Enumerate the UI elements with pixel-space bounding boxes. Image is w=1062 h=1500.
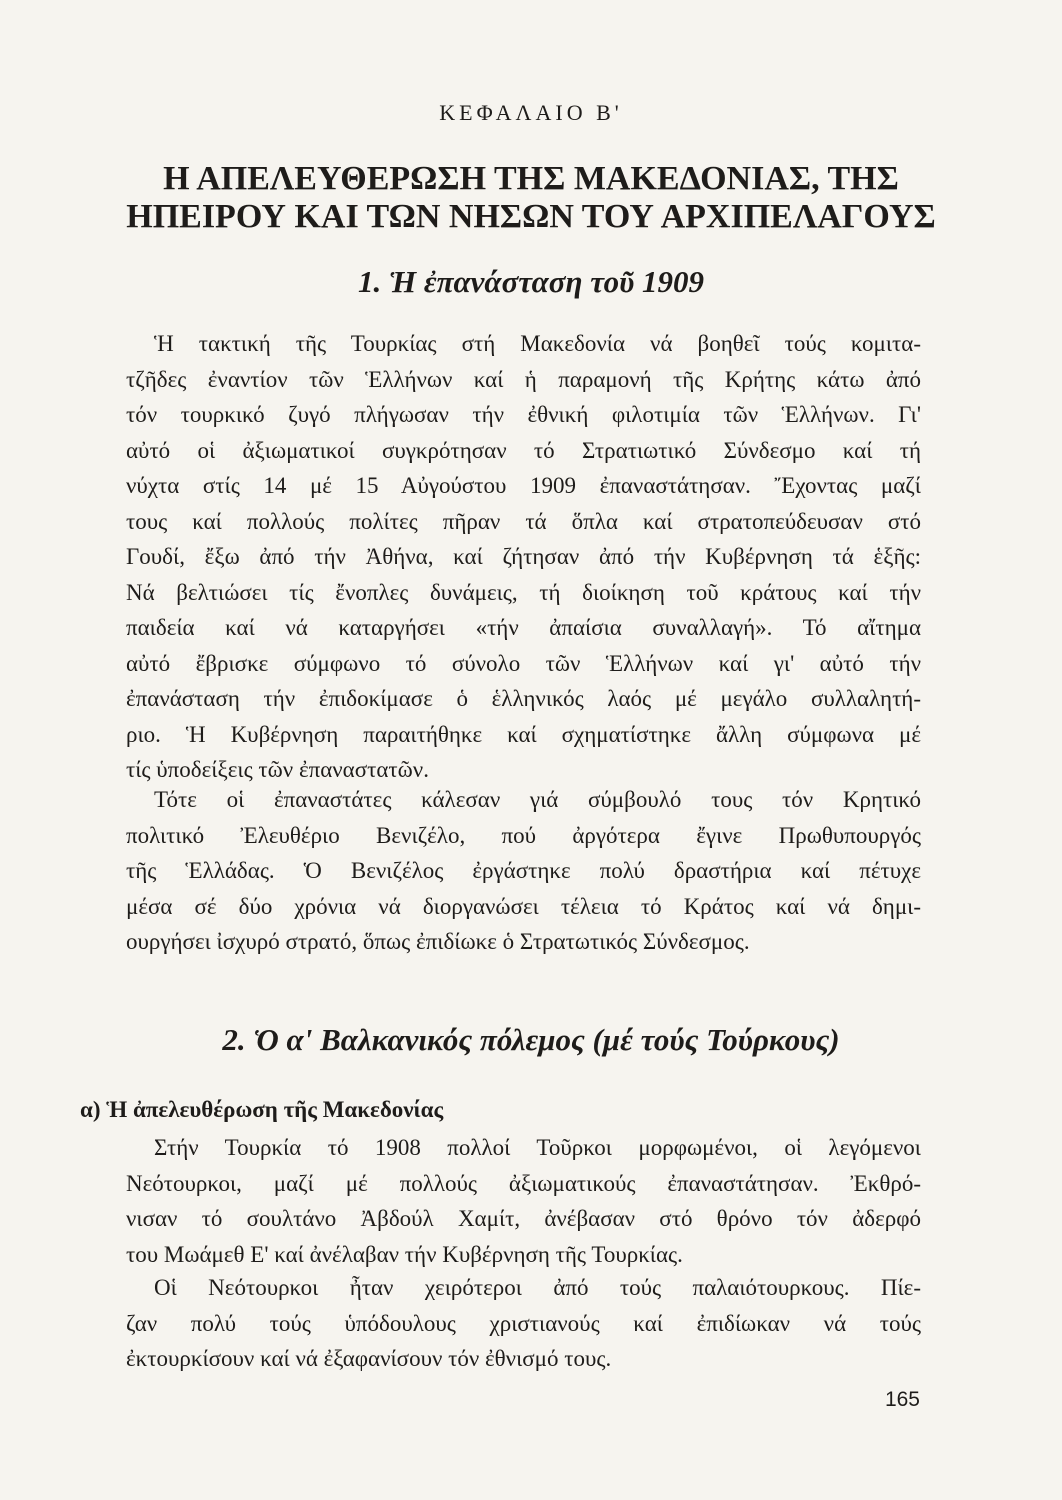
- text-line: μέσα σέ δύο χρόνια νά διοργανώσει τέλεια τό Κράτος καί νά δημι-: [126, 893, 921, 919]
- text-line: αὐτό οἱ ἀξιωματικοί συγκρότησαν τό Στρατιωτικό Σύνδεσμο καί τή: [126, 437, 921, 463]
- text-line: του Μωάμεθ Ε' καί ἀνέλαβαν τήν Κυβέρνηση τῆς Τουρκίας.: [126, 1241, 683, 1267]
- text-line: Νεότουρκοι, μαζί μέ πολλούς ἀξιωματικούς ἐπαναστάτησαν. Ἐκθρό-: [126, 1170, 921, 1196]
- text-line: τόν τουρκικό ζυγό πλήγωσαν τήν ἐθνική φιλοτιμία τῶν Ἑλλήνων. Γι': [126, 402, 921, 427]
- paragraph: [126, 1130, 921, 1272]
- text-line: νύχτα στίς 14 μέ 15 Αὐγούστου 1909 ἐπαναστάτησαν. Ἔχοντας μαζί: [126, 473, 921, 498]
- text-line: τους καί πολλούς πολίτες πῆραν τά ὅπλα καί στρατοπεύδευσαν στό: [126, 508, 921, 534]
- chapter-title-line: ΗΠΕΙΡΟΥ ΚΑΙ ΤΩΝ ΝΗΣΩΝ ΤΟΥ ΑΡΧΙΠΕΛΑΓΟΥΣ: [126, 198, 936, 235]
- chapter-label: ΚΕΦΑΛΑΙΟ Β': [439, 100, 623, 125]
- text-line: Ἡ τακτική τῆς Τουρκίας στή Μακεδονία νά βοηθεῖ τούς κομιτα-: [154, 331, 921, 356]
- text-line: Νά βελτιώσει τίς ἔνοπλες δυνάμεις, τή διοίκηση τοῦ κράτους καί τήν: [126, 579, 921, 605]
- section-heading: 1. Ἡ ἐπανάσταση τοῦ 1909: [358, 264, 704, 299]
- text-line: Τότε οἱ ἐπαναστάτες κάλεσαν γιά σύμβουλό τους τόν Κρητικό: [154, 787, 921, 812]
- text-line: τῆς Ἑλλάδας. Ὁ Βενιζέλος ἐργάστηκε πολύ δραστήρια καί πέτυχε: [126, 858, 921, 883]
- text-line: ἐκτουρκίσουν καί νά ἐξαφανίσουν τόν ἐθνισμό τους.: [126, 1346, 612, 1371]
- paragraph: [126, 326, 921, 788]
- text-line: ἐπανάσταση τήν ἐπιδοκίμασε ὁ ἑλληνικός λαός μέ μεγάλο συλλαλητή-: [126, 686, 921, 711]
- text-line: ζαν πολύ τούς ὑπόδουλους χριστιανούς καί ἐπιδίωκαν νά τούς: [126, 1310, 921, 1336]
- text-line: Στήν Τουρκία τό 1908 πολλοί Τοῦρκοι μορφωμένοι, οἱ λεγόμενοι: [154, 1135, 921, 1160]
- text-line: ουργήσει ἰσχυρό στρατό, ὅπως ἐπιδίωκε ὁ Στρατωτικός Σύνδεσμος.: [126, 929, 750, 954]
- chapter-title-line: Η ΑΠΕΛΕΥΘΕΡΩΣΗ ΤΗΣ ΜΑΚΕΔΟΝΙΑΣ, ΤΗΣ: [163, 160, 899, 197]
- text-line: τζῆδες ἐναντίον τῶν Ἑλλήνων καί ἡ παραμονή τῆς Κρήτης κάτω ἀπό: [126, 366, 921, 392]
- text-line: ριο. Ἡ Κυβέρνηση παραιτήθηκε καί σχηματίστηκε ἄλλη σύμφωνα μέ: [126, 721, 921, 747]
- text-line: Γουδί, ἔξω ἀπό τήν Ἀθήνα, καί ζήτησαν ἀπό τήν Κυβέρνηση τά ἑξῆς:: [126, 544, 921, 569]
- subsection-heading: α) Ἡ ἀπελευθέρωση τῆς Μακεδονίας: [80, 1097, 444, 1122]
- chapter-title: [80, 160, 982, 236]
- text-line: αὐτό ἔβρισκε σύμφωνο τό σύνολο τῶν Ἑλλήνων καί γι' αὐτό τήν: [126, 650, 921, 676]
- text-line: πολιτικό Ἐλευθέριο Βενιζέλο, πού ἀργότερα ἔγινε Πρωθυπουργός: [126, 822, 921, 848]
- text-line: τίς ὑποδείξεις τῶν ἐπαναστατῶν.: [126, 757, 429, 782]
- paragraph: [126, 782, 921, 960]
- text-line: παιδεία καί νά καταργήσει «τήν ἀπαίσια συναλλαγή». Τό αἴτημα: [126, 615, 921, 640]
- section-heading: 2. Ὁ α' Βαλκανικός πόλεμος (μέ τούς Τούρκους): [222, 1022, 840, 1057]
- text-line: νισαν τό σουλτάνο Ἀβδούλ Χαμίτ, ἀνέβασαν στό θρόνο τόν ἀδερφό: [126, 1206, 921, 1231]
- text-line: Οἱ Νεότουρκοι ἦταν χειρότεροι ἀπό τούς παλαιότουρκους. Πίε-: [154, 1275, 921, 1300]
- page-number: 165: [884, 1388, 920, 1411]
- paragraph: [126, 1270, 921, 1377]
